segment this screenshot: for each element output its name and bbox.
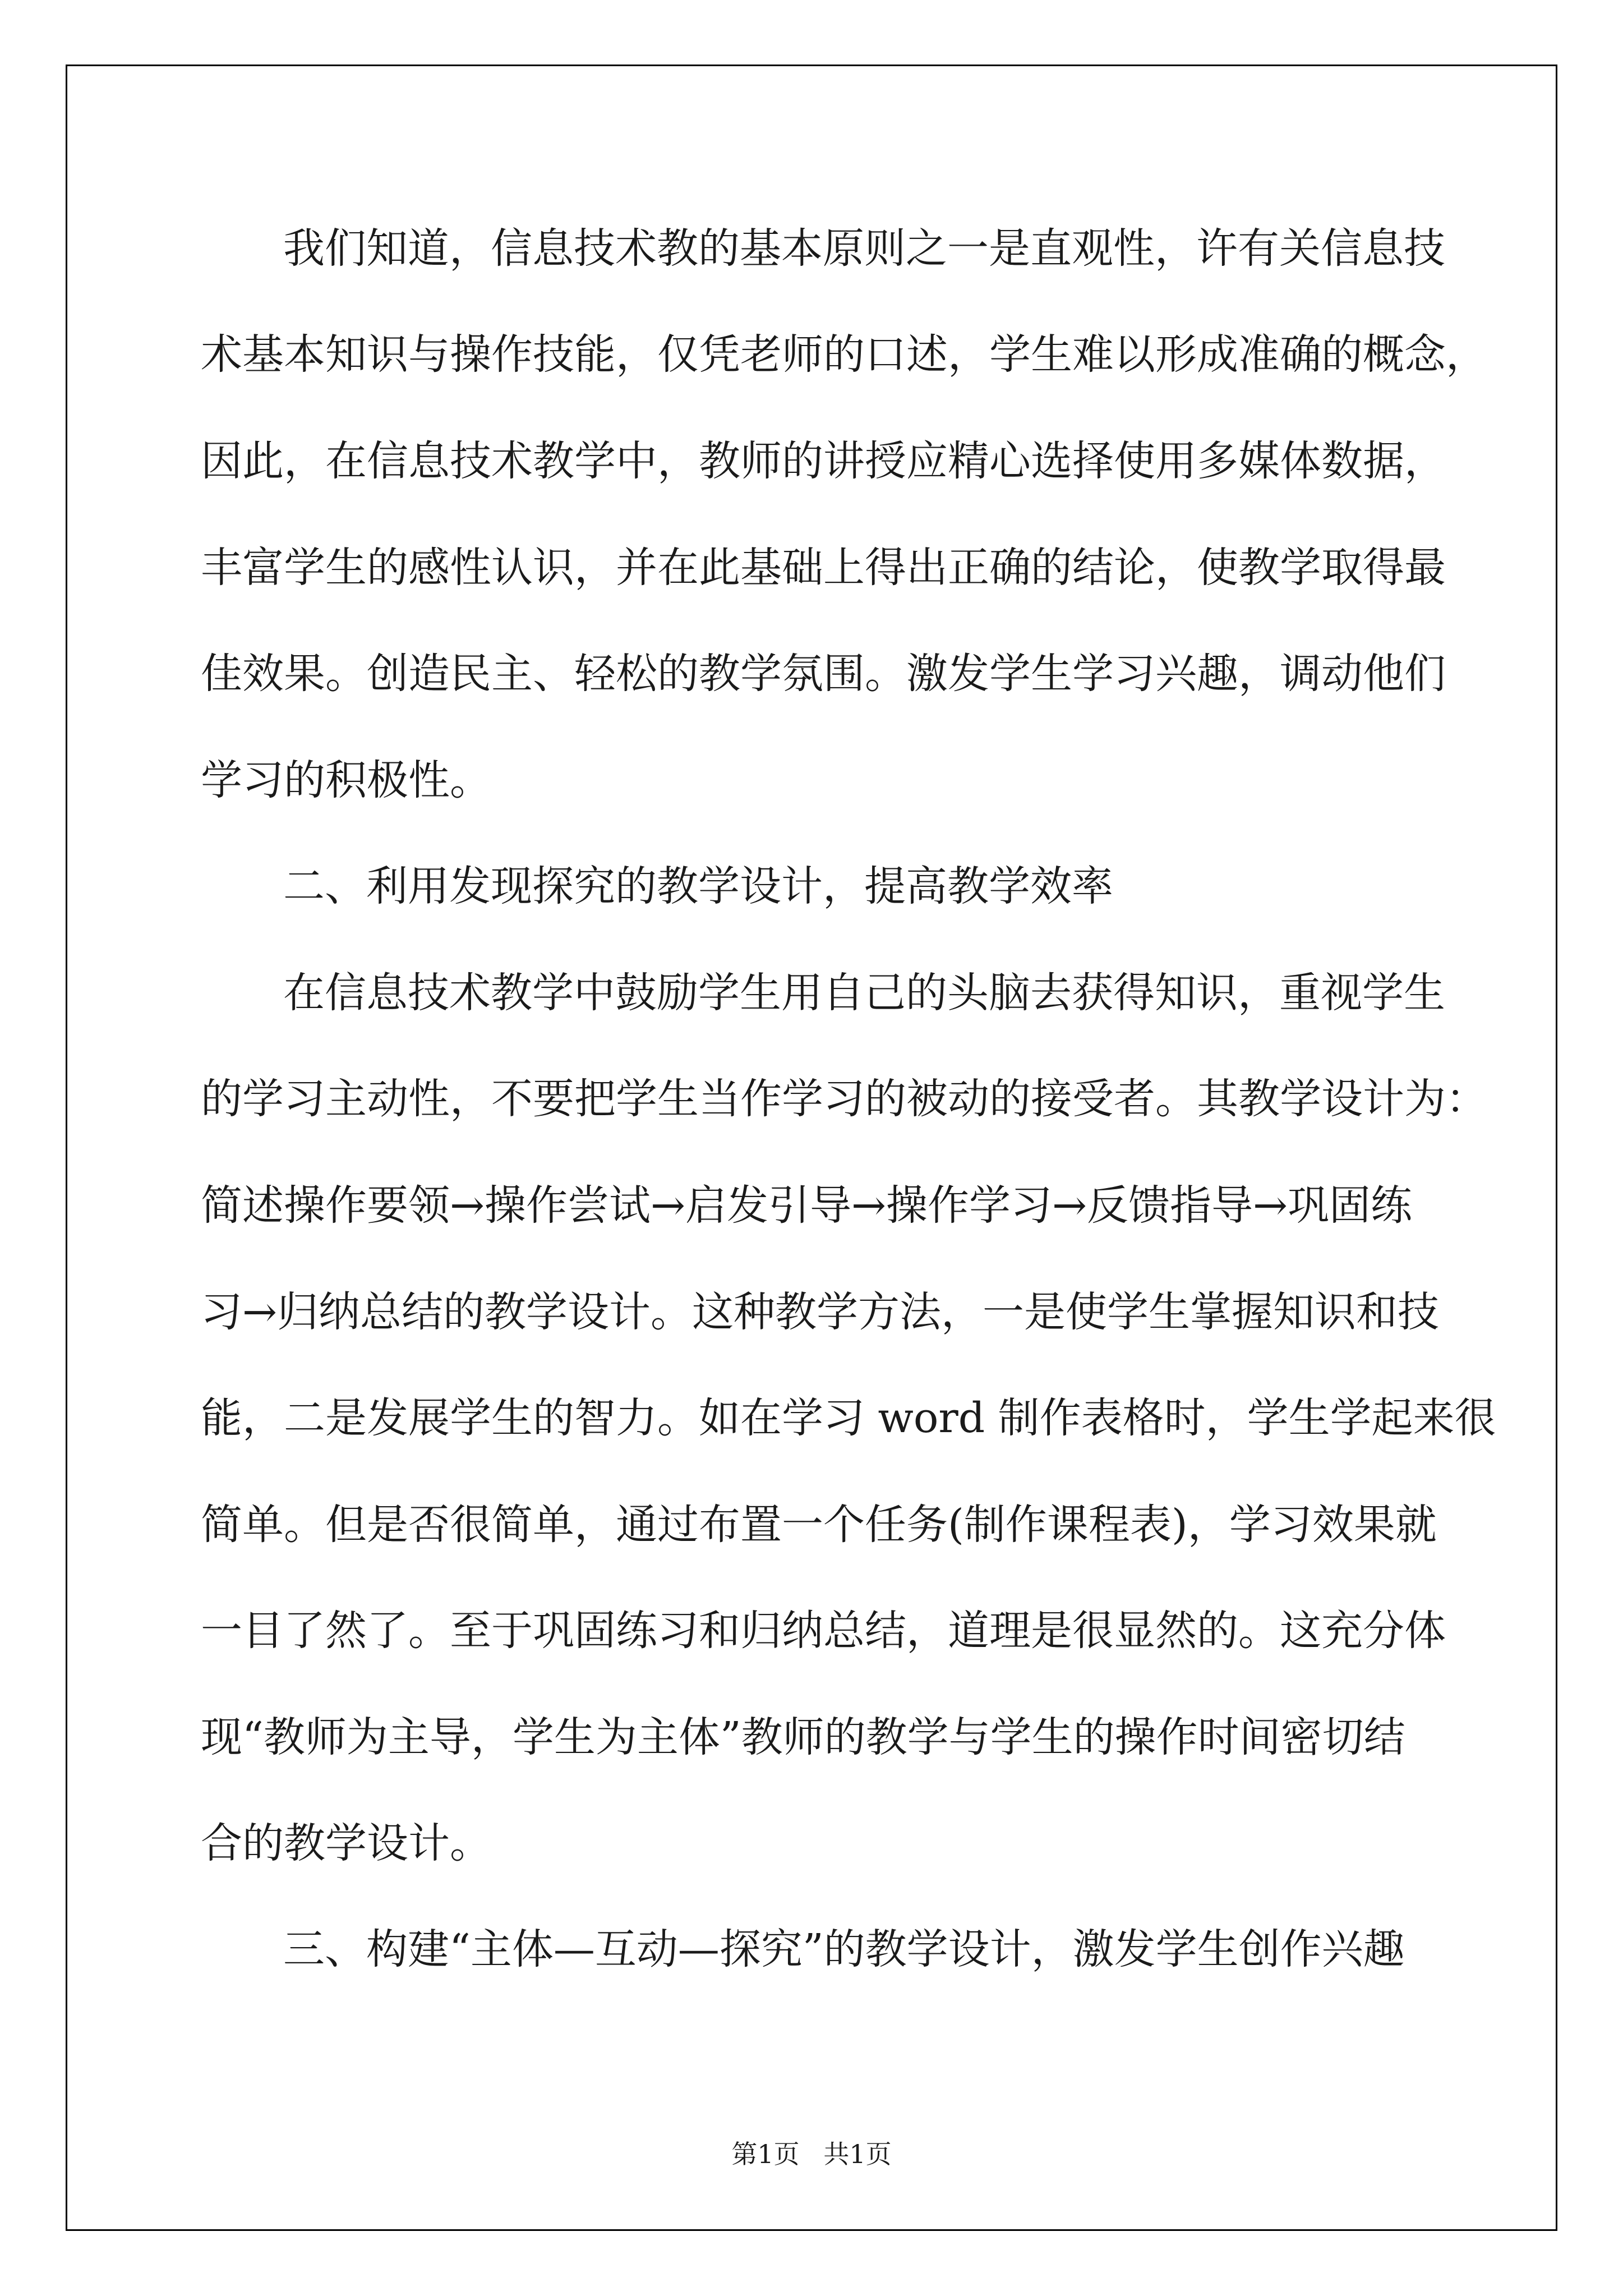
paragraph-1-line-1: 我们知道，信息技术教的基本原则之一是直观性，许有关信息技 [283, 224, 1445, 273]
page-number-total: 共1页 [823, 2139, 892, 2169]
paragraph-1-line-2: 术基本知识与操作技能，仅凭老师的口述，学生难以形成准确的概念， [201, 330, 1487, 379]
paragraph-2-line-3: 简述操作要领→操作尝试→启发引导→操作学习→反馈指导→巩固练 [201, 1181, 1413, 1230]
paragraph-1-line-4: 丰富学生的感性认识，并在此基础上得出正确的结论，使教学取得最 [201, 544, 1446, 592]
paragraph-1-line-3: 因此，在信息技术教学中，教师的讲授应精心选择使用多媒体数据， [201, 437, 1446, 485]
paragraph-2-line-2: 的学习主动性，不要把学生当作学习的被动的接受者。其教学设计为： [201, 1075, 1487, 1123]
paragraph-2-line-1: 在信息技术教学中鼓励学生用自己的头脑去获得知识，重视学生 [283, 969, 1445, 1017]
paragraph-2-line-5: 能，二是发展学生的智力。如在学习 word 制作表格时，学生学起来很 [201, 1394, 1496, 1442]
page-number-current: 第1页 [731, 2139, 800, 2169]
page-footer [0, 2138, 1623, 2170]
paragraph-2-line-6: 简单。但是否很简单，通过布置一个任务(制作课程表)，学习效果就 [201, 1501, 1437, 1549]
paragraph-2-line-7: 一目了然了。至于巩固练习和归纳总结，道理是很显然的。这充分体 [201, 1607, 1446, 1655]
paragraph-1-line-5: 佳效果。创造民主、轻松的教学氛围。激发学生学习兴趣，调动他们 [201, 650, 1446, 698]
section-heading-2: 二、利用发现探究的教学设计，提高教学效率 [283, 862, 1113, 910]
paragraph-2-line-9: 合的教学设计。 [201, 1819, 491, 1867]
paragraph-2-line-4: 习→归纳总结的教学设计。这种教学方法，一是使学生掌握知识和技 [201, 1288, 1440, 1336]
page-border [66, 65, 1557, 2231]
paragraph-1-line-6: 学习的积极性。 [201, 756, 491, 804]
section-heading-3: 三、构建“主体—互动—探究”的教学设计，激发学生创作兴趣 [283, 1925, 1405, 1973]
paragraph-2-line-8: 现“教师为主导，学生为主体”教师的教学与学生的操作时间密切结 [201, 1713, 1405, 1761]
